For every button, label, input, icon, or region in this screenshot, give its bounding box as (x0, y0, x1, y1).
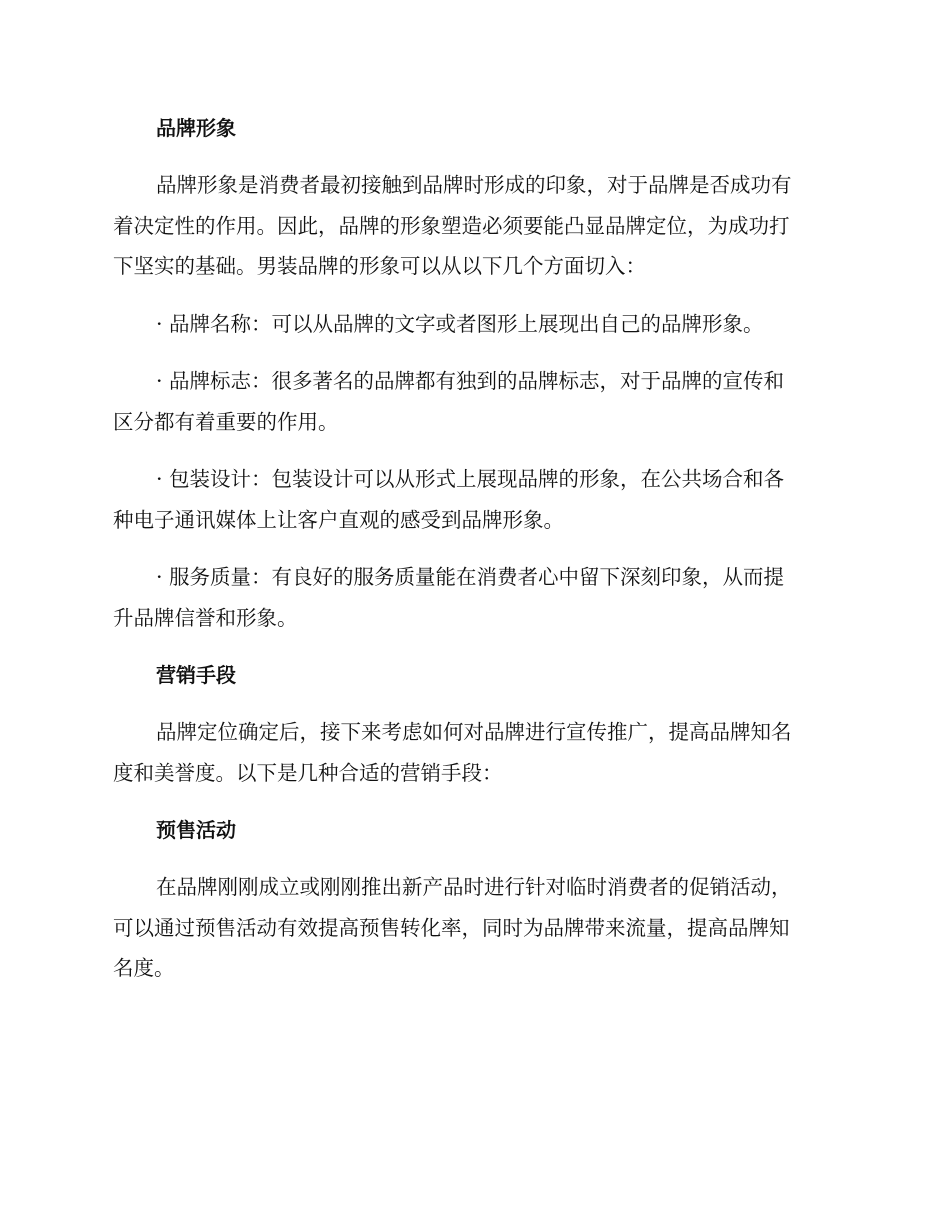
text-line: 种电子通讯媒体上让客户直观的感受到品牌形象。 (113, 507, 564, 532)
text-line: · 包装设计：包装设计可以从形式上展现品牌的形象，在公共场合和各 (156, 467, 785, 491)
document-page (113, 108, 833, 1006)
text-line: 品牌形象是消费者最初接触到品牌时形成的印象，对于品牌是否成功有 (156, 173, 792, 197)
bullet-packaging-design (113, 459, 833, 540)
presale-body (113, 867, 833, 989)
brand-image-intro (113, 165, 833, 287)
bullet-brand-name (113, 304, 833, 345)
text-line: 升品牌信誉和形象。 (113, 605, 298, 630)
text-line: 下坚实的基础。男装品牌的形象可以从以下几个方面切入： (113, 254, 646, 278)
marketing-intro (113, 712, 833, 793)
text-line: 品牌定位确定后，接下来考虑如何对品牌进行宣传推广，提高品牌知名 (156, 720, 792, 744)
text-line: 可以通过预售活动有效提高预售转化率，同时为品牌带来流量，提高品牌知 (113, 915, 790, 940)
text-line: 名度。 (113, 956, 175, 980)
text-line: · 品牌名称：可以从品牌的文字或者图形上展现出自己的品牌形象。 (156, 311, 764, 336)
text-line: 着决定性的作用。因此，品牌的形象塑造必须要能凸显品牌定位，为成功打 (113, 213, 790, 238)
text-line: · 品牌标志：很多著名的品牌都有独到的品牌标志，对于品牌的宣传和 (156, 369, 785, 393)
bullet-service-quality (113, 557, 833, 638)
text-line: · 服务质量：有良好的服务质量能在消费者心中留下深刻印象，从而提 (156, 565, 785, 589)
section-heading-presale: 预售活动 (156, 818, 236, 842)
text-line: 区分都有着重要的作用。 (113, 409, 339, 434)
section-heading-marketing: 营销手段 (156, 663, 236, 687)
text-line: 在品牌刚刚成立或刚刚推出新产品时进行针对临时消费者的促销活动， (156, 875, 792, 899)
text-line: 度和美誉度。以下是几种合适的营销手段： (113, 760, 503, 785)
section-heading-brand-image: 品牌形象 (156, 116, 236, 140)
bullet-brand-logo (113, 361, 833, 442)
